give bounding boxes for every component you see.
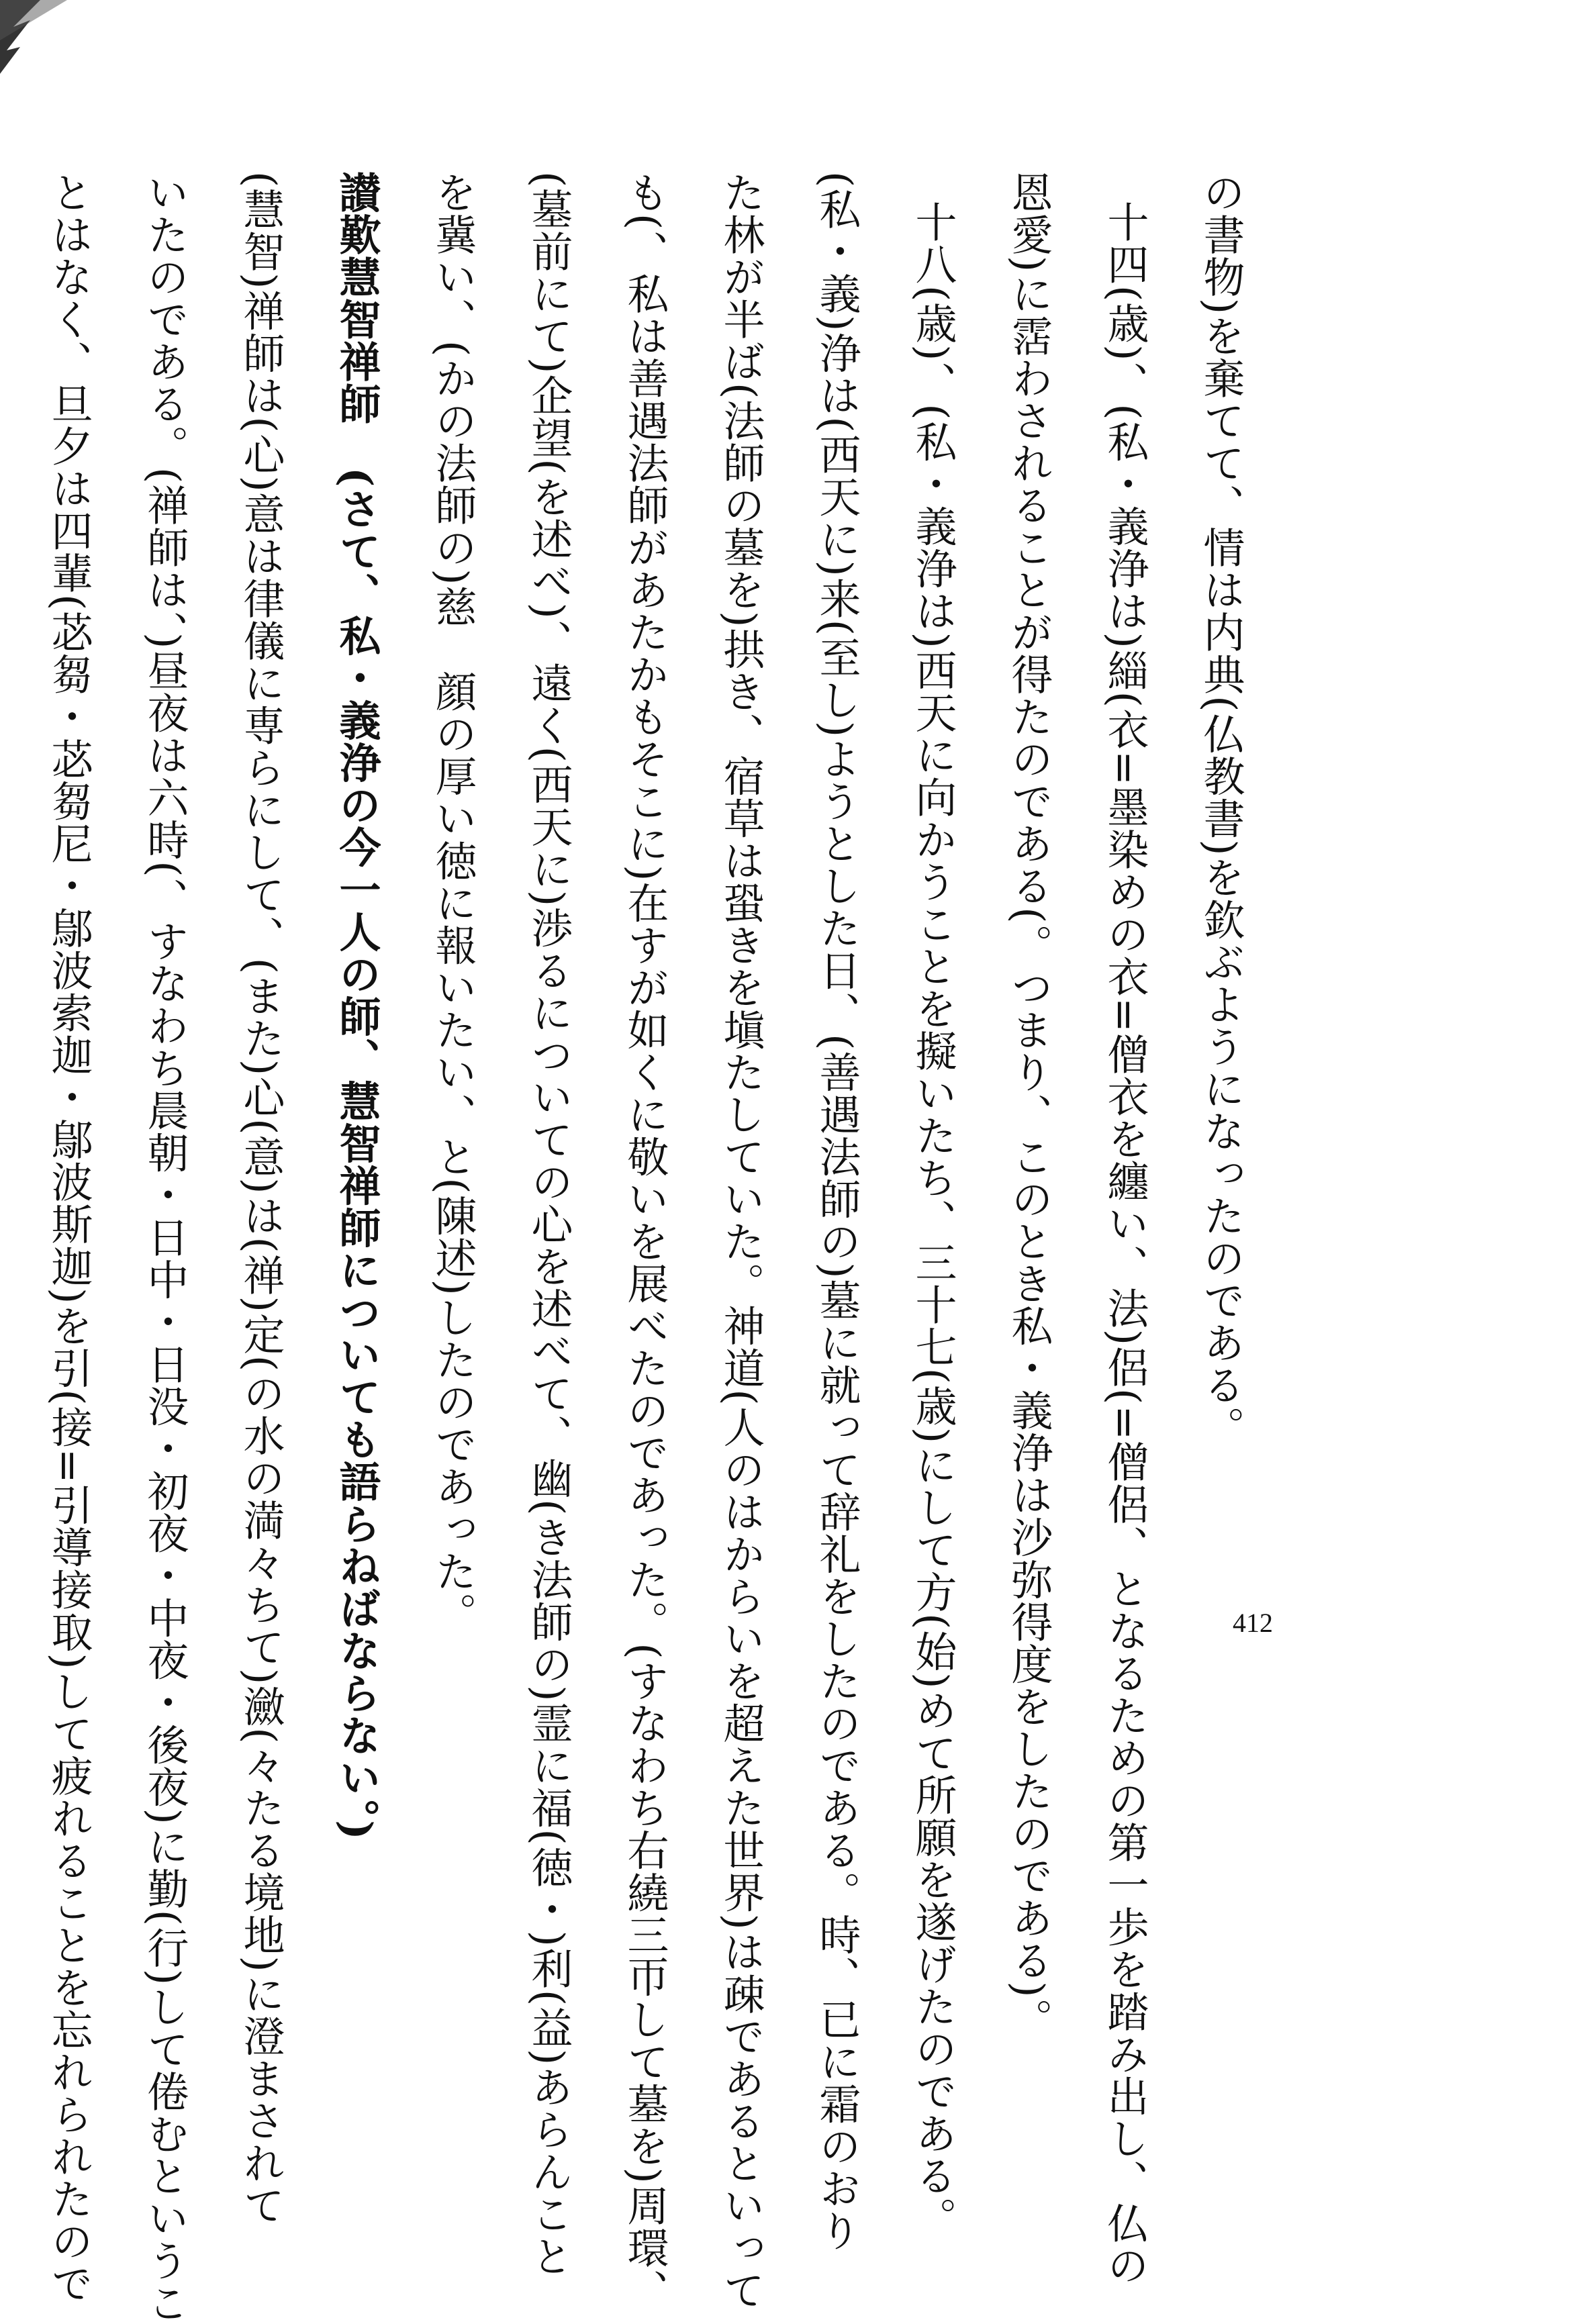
text-column-8: (墓前にて)企望(を述べ)、遠く(西天に)渉るについての心を述べて、幽(き法師の)霊に福(徳・)利(益)あらんこと xyxy=(524,171,573,2278)
text-column-12: いたのである。(禅師は、)昼夜は六時(、すなわち晨朝・日中・日没・初夜・中夜・後夜)に勤(行)して倦むというこ xyxy=(140,171,189,2324)
page-number: 412 xyxy=(1233,1608,1273,1638)
text-column-3: 恩愛)に霑わされることが得たのである(。つまり、このとき私・義浄は沙弥得度をしたのである)。 xyxy=(1004,171,1053,2041)
vertical-text-body xyxy=(0,171,1269,2324)
text-column-6: た林が半ば(法師の墓を)拱き、宿草は蛩きを塡たしていた。神道(人のはからいを超えた世界)は疎であるといって xyxy=(716,171,765,2311)
text-column-9: を冀い、(かの法師の)慈 顔の厚い徳に報いたい、と(陳述)したのであった。 xyxy=(428,171,477,1635)
section-heading-column: 讃歎慧智禅師 (さて、私・義浄の今一人の師、慧智禅師についても語らねばならない。) xyxy=(332,171,381,1841)
text-column-13: とはなく、旦夕は四輩(苾芻・苾芻尼・鄔波索迦・鄔波斯迦)を引(接=引導接取)して疲れることを忘れられたので xyxy=(44,171,93,2305)
text-column-7: も(、私は善遇法師があたかもそこに)在すが如くに敬いを展べたのであった。(すなわち右繞三帀して墓を)周環、 xyxy=(620,171,669,2311)
text-column-1: の書物)を棄てて、情は内典(仏教書)を欽ぶようになったのである。 xyxy=(1196,171,1245,1449)
text-column-4: 十八(歳)、(私・義浄は)西天に向かうことを擬いたち、三十七(歳)にして方(始)めて所願を遂げたのである。 xyxy=(908,201,957,2239)
scan-corner-mark xyxy=(0,0,81,107)
text-column-11: (慧智)禅師は(心)意は律儀に専らにして、(また)心(意)は(禅)定(の水の満々ちて)瀲(々たる境地)に澄まされて xyxy=(236,171,285,2227)
text-column-14 xyxy=(0,171,21,1890)
text-column-5: (私・義)浄は(西天に)来(至し)ようとした日、(善遇法師の)墓に就って辞礼をしたのである。時、已に霜のおり xyxy=(812,171,861,2252)
text-column-2: 十四(歳)、(私・義浄は)緇(衣=墨染めの衣=僧衣を纏い、法)侶(=僧侶、となるための第一歩を踏み出し、仏の xyxy=(1100,201,1149,2287)
